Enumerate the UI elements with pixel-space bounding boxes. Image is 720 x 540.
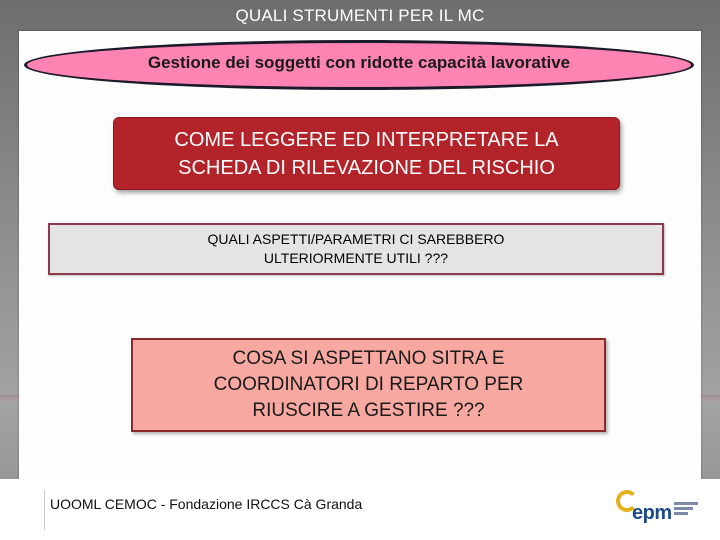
risk-sheet-line-1: COME LEGGERE ED INTERPRETARE LA [174,128,559,151]
slide-title: QUALI STRUMENTI PER IL MC [235,6,485,25]
risk-sheet-box [113,117,620,190]
footer-divider [44,490,45,530]
parameters-box [48,223,664,275]
epm-logo [616,488,700,528]
risk-sheet-line-2: SCHEDA DI RILEVAZIONE DEL RISCHIO [178,156,555,179]
header-ellipse [24,40,694,90]
parameters-line-2: ULTERIORMENTE UTILI ??? [263,250,449,266]
epm-logo-tagline [674,502,698,515]
expectations-line-1: COSA SI ASPETTANO SITRA E [232,348,505,369]
footer-text: UOOML CEMOC - Fondazione IRCCS Cà Granda [50,496,363,512]
header-text: Gestione dei soggetti con ridotte capacità lavorative [147,53,571,72]
expectations-line-3: RIUSCIRE A GESTIRE ??? [252,400,485,421]
expectations-line-2: COORDINATORI DI REPARTO PER [213,374,524,395]
epm-logo-text: epm [632,502,672,524]
expectations-box [131,338,606,432]
parameters-line-1: QUALI ASPETTI/PARAMETRI CI SAREBBERO [207,231,505,247]
